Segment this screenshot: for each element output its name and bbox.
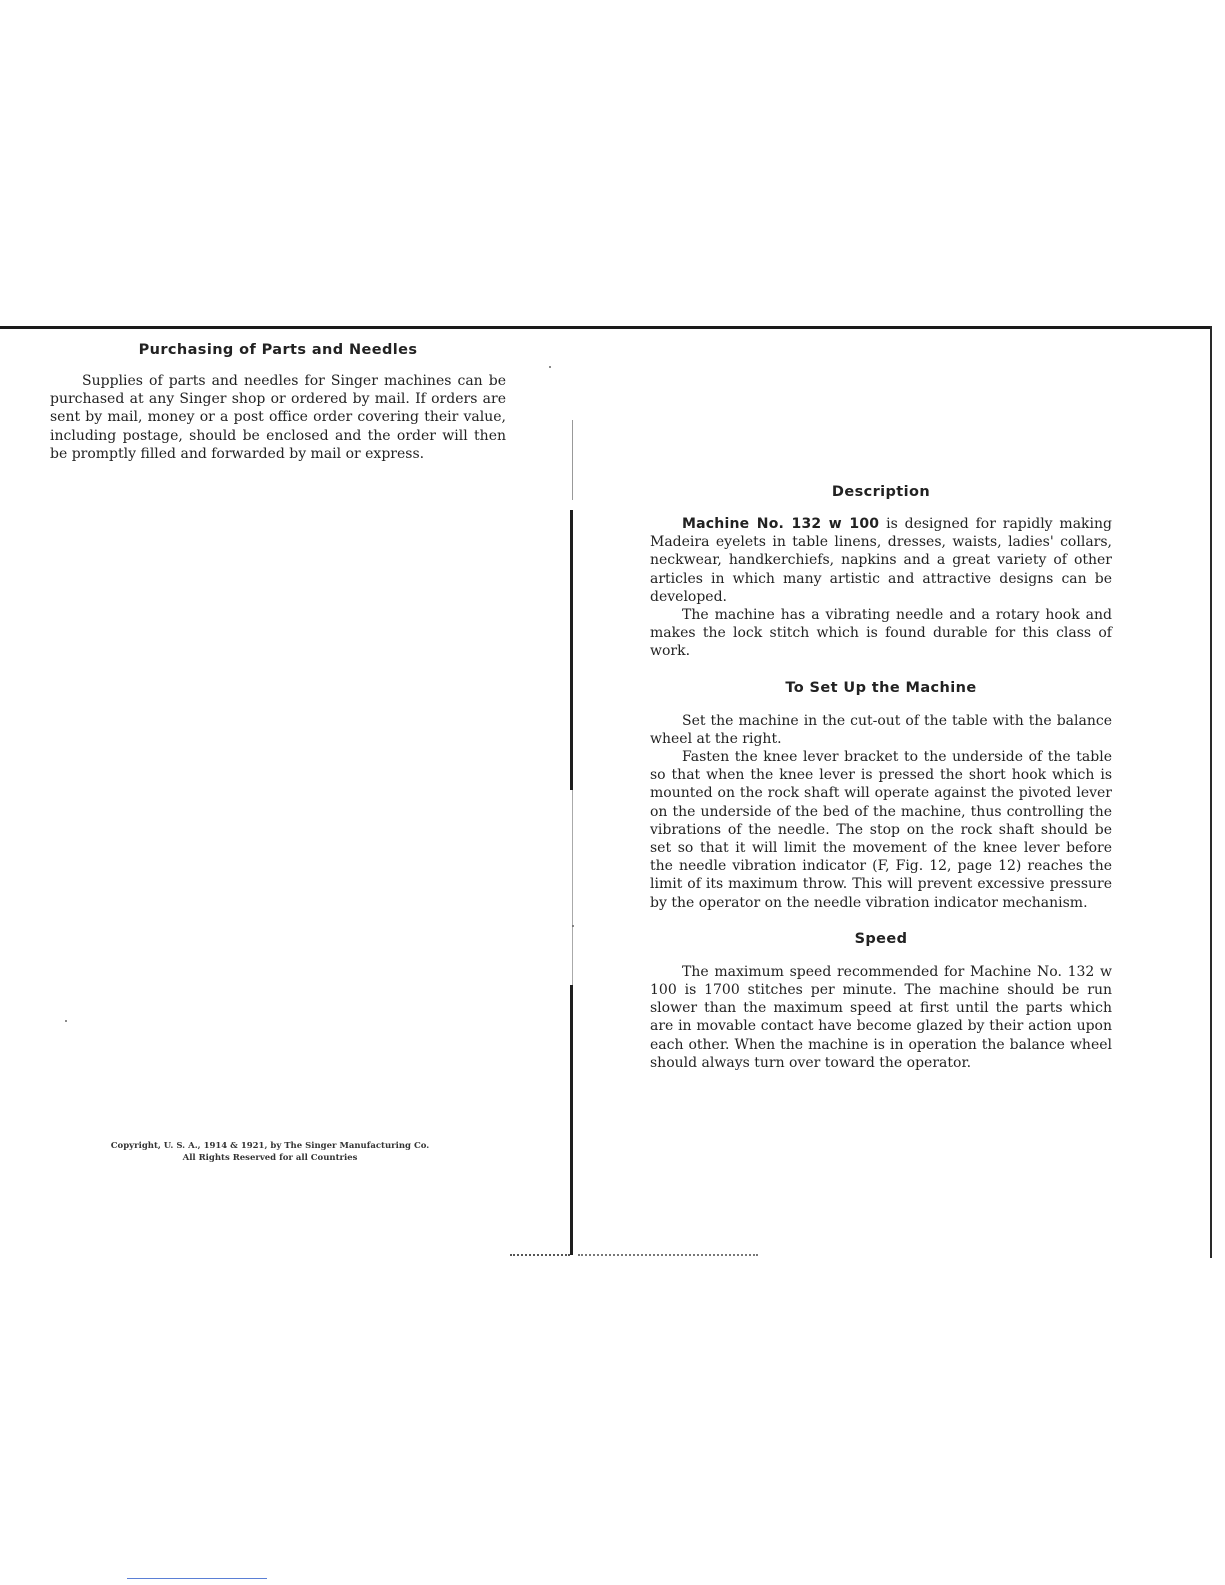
scan-speck [65, 1020, 67, 1022]
spine-gap-line [572, 790, 573, 985]
bottom-edge-left [510, 1254, 570, 1258]
purchasing-paragraph: Supplies of parts and needles for Singer machines can be purchased at any Singer shop or ordered by mail. If orders are sent by mail, money or a post office order covering their value, including postage, should be enclosed and the order will then be promptly filled and forwarded by mail or express. [50, 373, 506, 462]
setup-paragraph-2: Fasten the knee lever bracket to the underside of the table so that when the knee lever is pressed the short hook which is mounted on the rock shaft will operate against the pivoted lever on the underside of the bed of the machine, thus controlling the vibrations of the needle. The stop on the rock shaft should be set so that it will limit the movement of the knee lever before the needle vibration indicator (F, Fig. 12, page 12) reaches the limit of its maximum throw. This will prevent excessive pressure by the operator on the needle vibration indicator mechanism. [650, 749, 1112, 911]
speed-paragraph: The maximum speed recommended for Machine No. 132 w 100 is 1700 stitches per minute. The machine should be run slower than the maximum speed at first until the parts which are in movable contact have become glazed by their action upon each other. When the machine is in operation the balance wheel should always turn over toward the operator. [650, 963, 1112, 1071]
right-page [650, 484, 1112, 1072]
left-page [50, 340, 506, 463]
description-paragraph-1 [650, 515, 1112, 606]
description-paragraph-1-text: is designed for rapidly making Madeira eyelets in table linens, dresses, waists, ladies' collars, neckwear, handkerchiefs, napkins and a great variety of other articles in which many artistic and attractive designs can be developed. [650, 516, 1112, 605]
spine-faint-line [572, 420, 573, 500]
description-heading: Description [831, 484, 931, 500]
scan-speck [572, 925, 574, 927]
purchasing-heading: Purchasing of Parts and Needles [138, 342, 418, 358]
page-top-edge [0, 326, 1212, 329]
copyright-notice [100, 1140, 440, 1164]
speed-heading: Speed [854, 930, 908, 947]
setup-heading: To Set Up the Machine [785, 679, 977, 696]
machine-number-lead: Machine No. 132 w 100 [682, 516, 880, 532]
bottom-edge-right [578, 1254, 758, 1258]
copyright-line-1: Copyright, U. S. A., 1914 & 1921, by The Singer Manufacturing Co. [110, 1141, 430, 1151]
setup-paragraph-1: Set the machine in the cut-out of the table with the balance wheel at the right. [650, 712, 1112, 747]
page-right-edge [1210, 326, 1212, 1258]
copyright-line-2: All Rights Reserved for all Countries [182, 1153, 358, 1163]
scan-speck [549, 366, 551, 368]
description-paragraph-2: The machine has a vibrating needle and a rotary hook and makes the lock stitch which is found durable for this class of work. [650, 607, 1112, 660]
scan-artifact-line [127, 1578, 267, 1579]
